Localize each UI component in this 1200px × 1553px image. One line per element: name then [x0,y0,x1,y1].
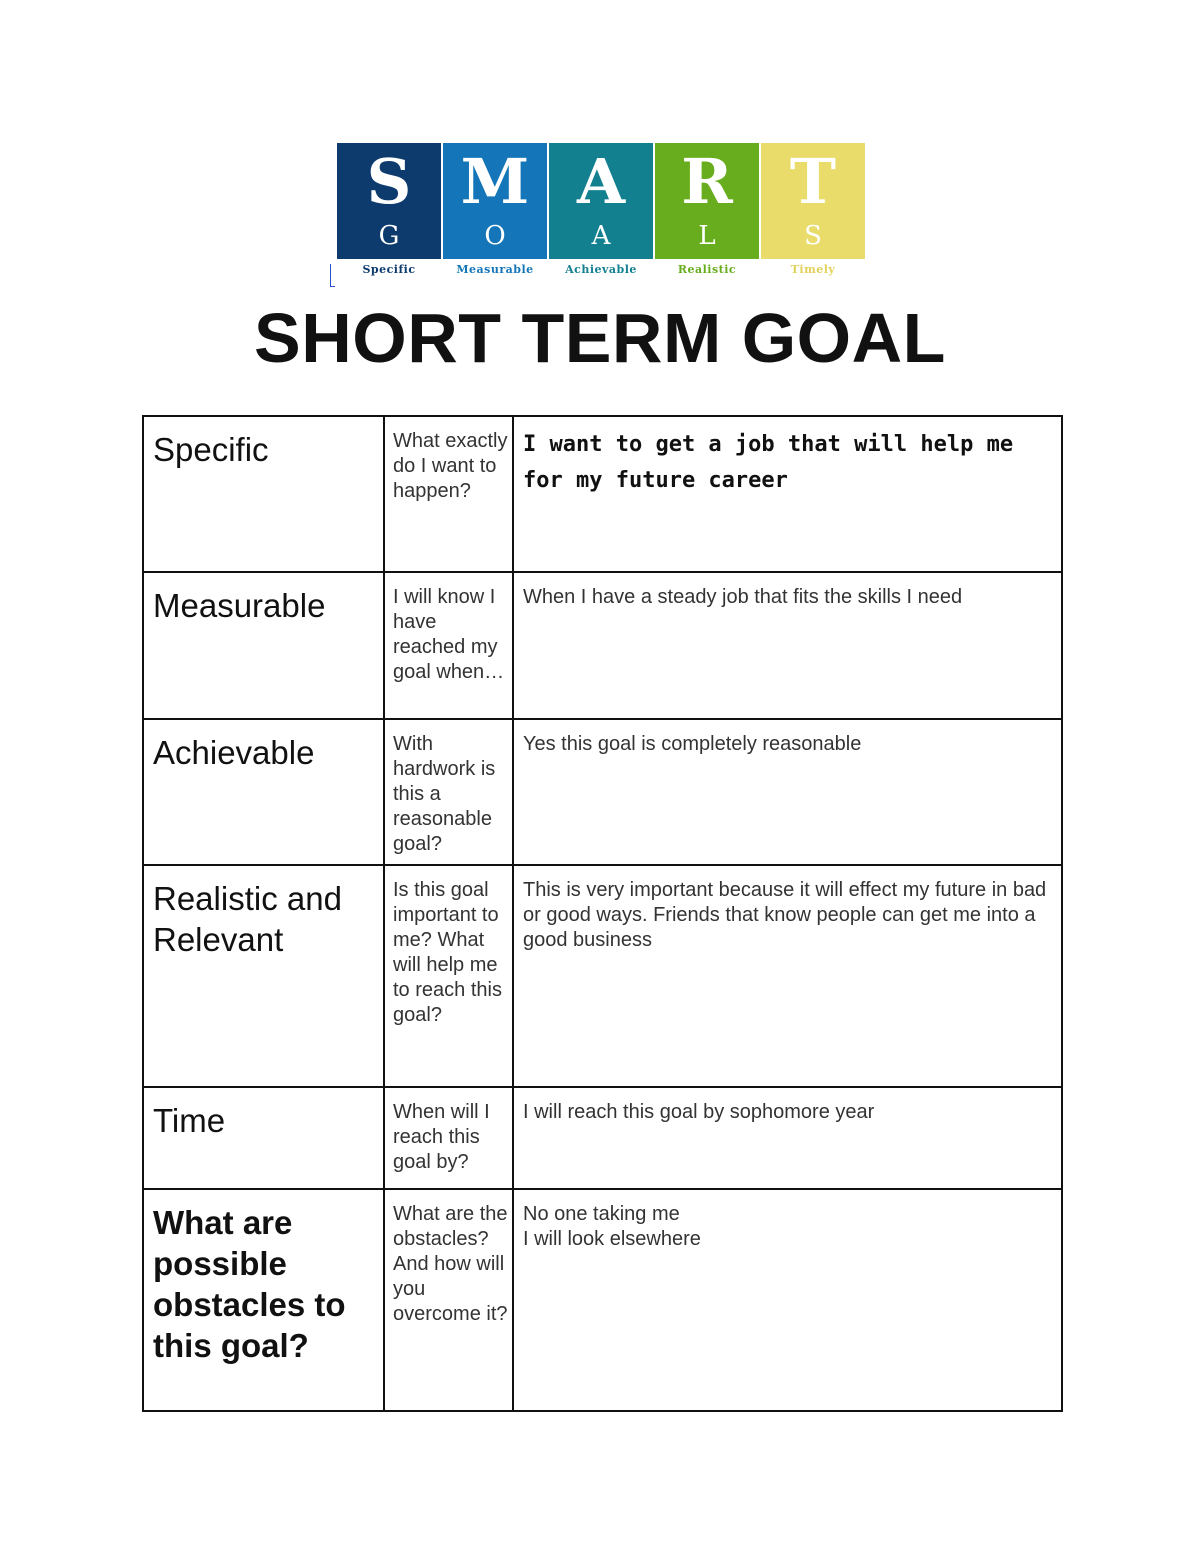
smart-goal-table [142,415,1063,1412]
logo-caption-achievable: Achievable [565,263,637,276]
logo-tile-r: R L [655,143,759,259]
row-question: What exactly do I want to happen? [384,416,513,572]
answer-line: I will reach this goal by sophomore year [523,1101,875,1123]
row-answer[interactable] [513,572,1062,719]
logo-caption-timely: Timely [790,263,836,276]
row-question: When will I reach this goal by? [384,1087,513,1189]
table-row-time [143,1087,1062,1189]
logo-caption-measurable: Measurable [456,263,534,276]
answer-line: When I have a steady job that fits the skills I need [523,586,963,608]
row-question: Is this goal important to me? What will help me to reach this goal? [384,865,513,1087]
row-answer[interactable] [513,865,1062,1087]
table-row-measurable [143,572,1062,719]
answer-line: I want to get a job that will help me for my future career [523,432,1014,493]
logo-tile-t: T S [761,143,865,259]
logo-tile-m: M O [443,143,547,259]
row-answer[interactable] [513,1087,1062,1189]
answer-line: Yes this goal is completely reasonable [523,733,862,755]
page-title: SHORT TERM GOAL [254,299,946,377]
answer-line: This is very important because it will effect my future in bad or good ways. Friends that know people can get me into a good business [523,879,1047,951]
row-question: With hardwork is this a reasonable goal? [384,719,513,865]
logo-caption-realistic: Realistic [677,263,737,276]
row-label: Achievable [143,719,384,865]
row-label: Measurable [143,572,384,719]
row-question: What are the obstacles? And how will you overcome it? [384,1189,513,1411]
logo-tile-s: S G [337,143,441,259]
row-answer[interactable] [513,719,1062,865]
table-row-obstacles [143,1189,1062,1411]
text-cursor-icon [330,264,335,287]
logo-captions [337,263,869,276]
table-row-specific [143,416,1062,572]
table-row-realistic [143,865,1062,1087]
logo-caption-specific: Specific [362,263,416,276]
table-row-achievable [143,719,1062,865]
row-label: Realistic and Relevant [143,865,384,1087]
row-answer[interactable] [513,416,1062,572]
row-label: Specific [143,416,384,572]
logo-tiles [337,143,869,259]
row-label: What are possible obstacles to this goal? [143,1189,384,1411]
answer-line: No one taking me [523,1203,680,1225]
smart-goals-logo [337,143,869,283]
row-answer[interactable] [513,1189,1062,1411]
logo-tile-a: A A [549,143,653,259]
answer-line: I will look elsewhere [523,1228,701,1250]
row-label: Time [143,1087,384,1189]
row-question: I will know I have reached my goal when… [384,572,513,719]
